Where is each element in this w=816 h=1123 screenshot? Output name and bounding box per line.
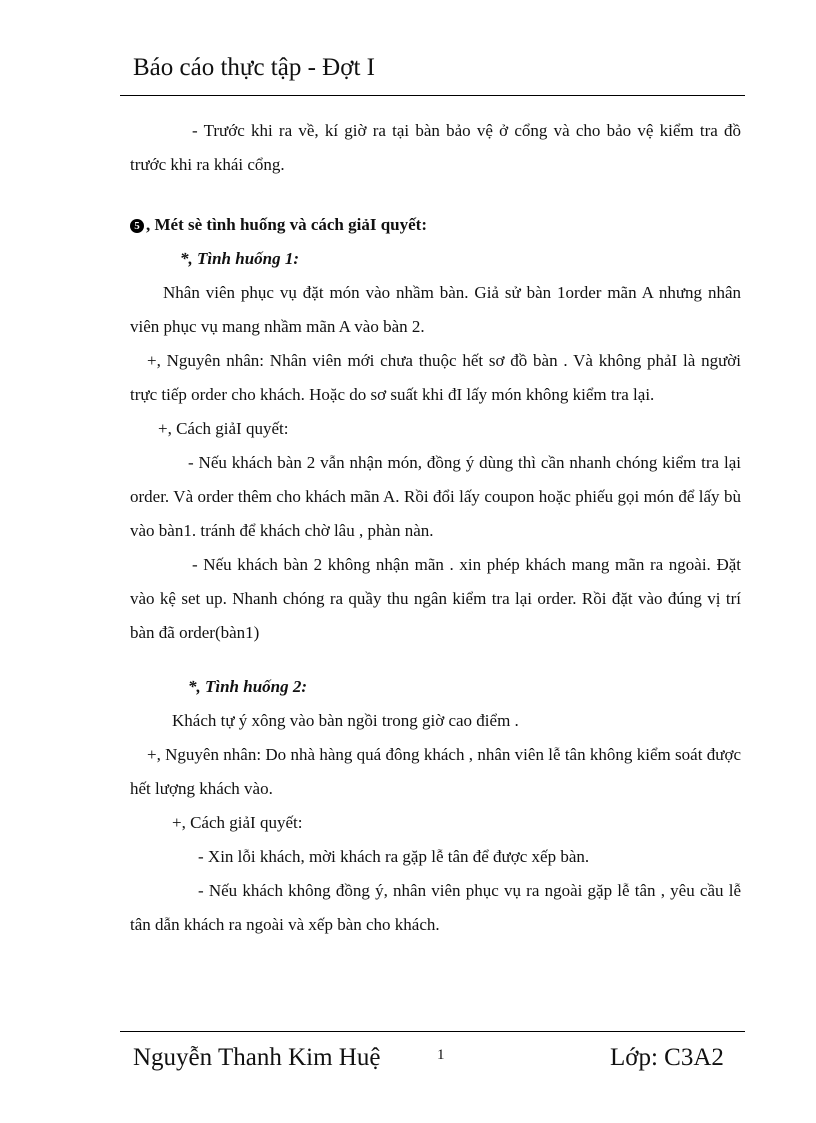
footer-author: Nguyễn Thanh Kim Huệ — [133, 1044, 381, 1071]
body-content — [130, 114, 741, 942]
section-heading — [130, 208, 741, 242]
header-divider — [120, 95, 745, 96]
situation-2-solution-a: - Xin lỗi khách, mời khách ra gặp lễ tân để được xếp bàn. — [198, 847, 590, 866]
header-title: Báo cáo thực tập - Đợt I — [133, 54, 375, 81]
situation-1-heading: *, Tình huống 1: — [180, 249, 300, 268]
situation-1-solution-label: +, Cách giảI quyết: — [158, 419, 289, 438]
situation-1-cause: +, Nguyên nhân: Nhân viên mới chưa thuộc hết sơ đồ bàn . Và không phảI là người trực tiếp order cho khách. Hoặc do sơ suất khi đI lấy món không kiểm tra lại. — [130, 351, 741, 404]
section-title: , Mét sè tình huống và cách giảI quyết: — [146, 215, 427, 234]
situation-1-solution-b: - Nếu khách bàn 2 không nhận mãn . xin phép khách mang mãn ra ngoài. Đặt vào kệ set up. Nhanh chóng ra quầy thu ngân kiểm tra lại order. Rồi đặt vào đúng vị trí bàn đã order(bàn1) — [130, 555, 741, 642]
situation-2-heading: *, Tình huống 2: — [188, 677, 308, 696]
situation-2-cause: +, Nguyên nhân: Do nhà hàng quá đông khách , nhân viên lễ tân không kiểm soát được hết lượng khách vào. — [130, 745, 741, 798]
situation-1-solution-a: - Nếu khách bàn 2 vẫn nhận món, đồng ý dùng thì cần nhanh chóng kiểm tra lại order. Và order thêm cho khách mãn A. Rồi đổi lấy coupon hoặc phiếu gọi món để lấy bù vào bàn1. tránh để khách chờ lâu , phàn nàn. — [130, 453, 741, 540]
footer-class-label: Lớp: C3A2 — [610, 1044, 724, 1071]
intro-paragraph: - Trước khi ra về, kí giờ ra tại bàn bảo vệ ở cổng và cho bảo vệ kiểm tra đồ trước khi ra khái cổng. — [130, 121, 741, 174]
section-number-badge: 5 — [130, 219, 144, 233]
situation-2-solution-b: - Nếu khách không đồng ý, nhân viên phục vụ ra ngoài gặp lễ tân , yêu cầu lễ tân dẫn khách ra ngoài và xếp bàn cho khách. — [130, 881, 741, 934]
situation-1-description: Nhân viên phục vụ đặt món vào nhầm bàn. Giả sử bàn 1order mãn A nhưng nhân viên phục vụ mang nhầm mãn A vào bàn 2. — [130, 283, 741, 336]
situation-2-solution-label: +, Cách giảI quyết: — [172, 813, 303, 832]
situation-2-description: Khách tự ý xông vào bàn ngồi trong giờ cao điểm . — [172, 711, 519, 730]
footer-page-number: 1 — [437, 1047, 445, 1063]
footer-divider — [120, 1031, 745, 1032]
